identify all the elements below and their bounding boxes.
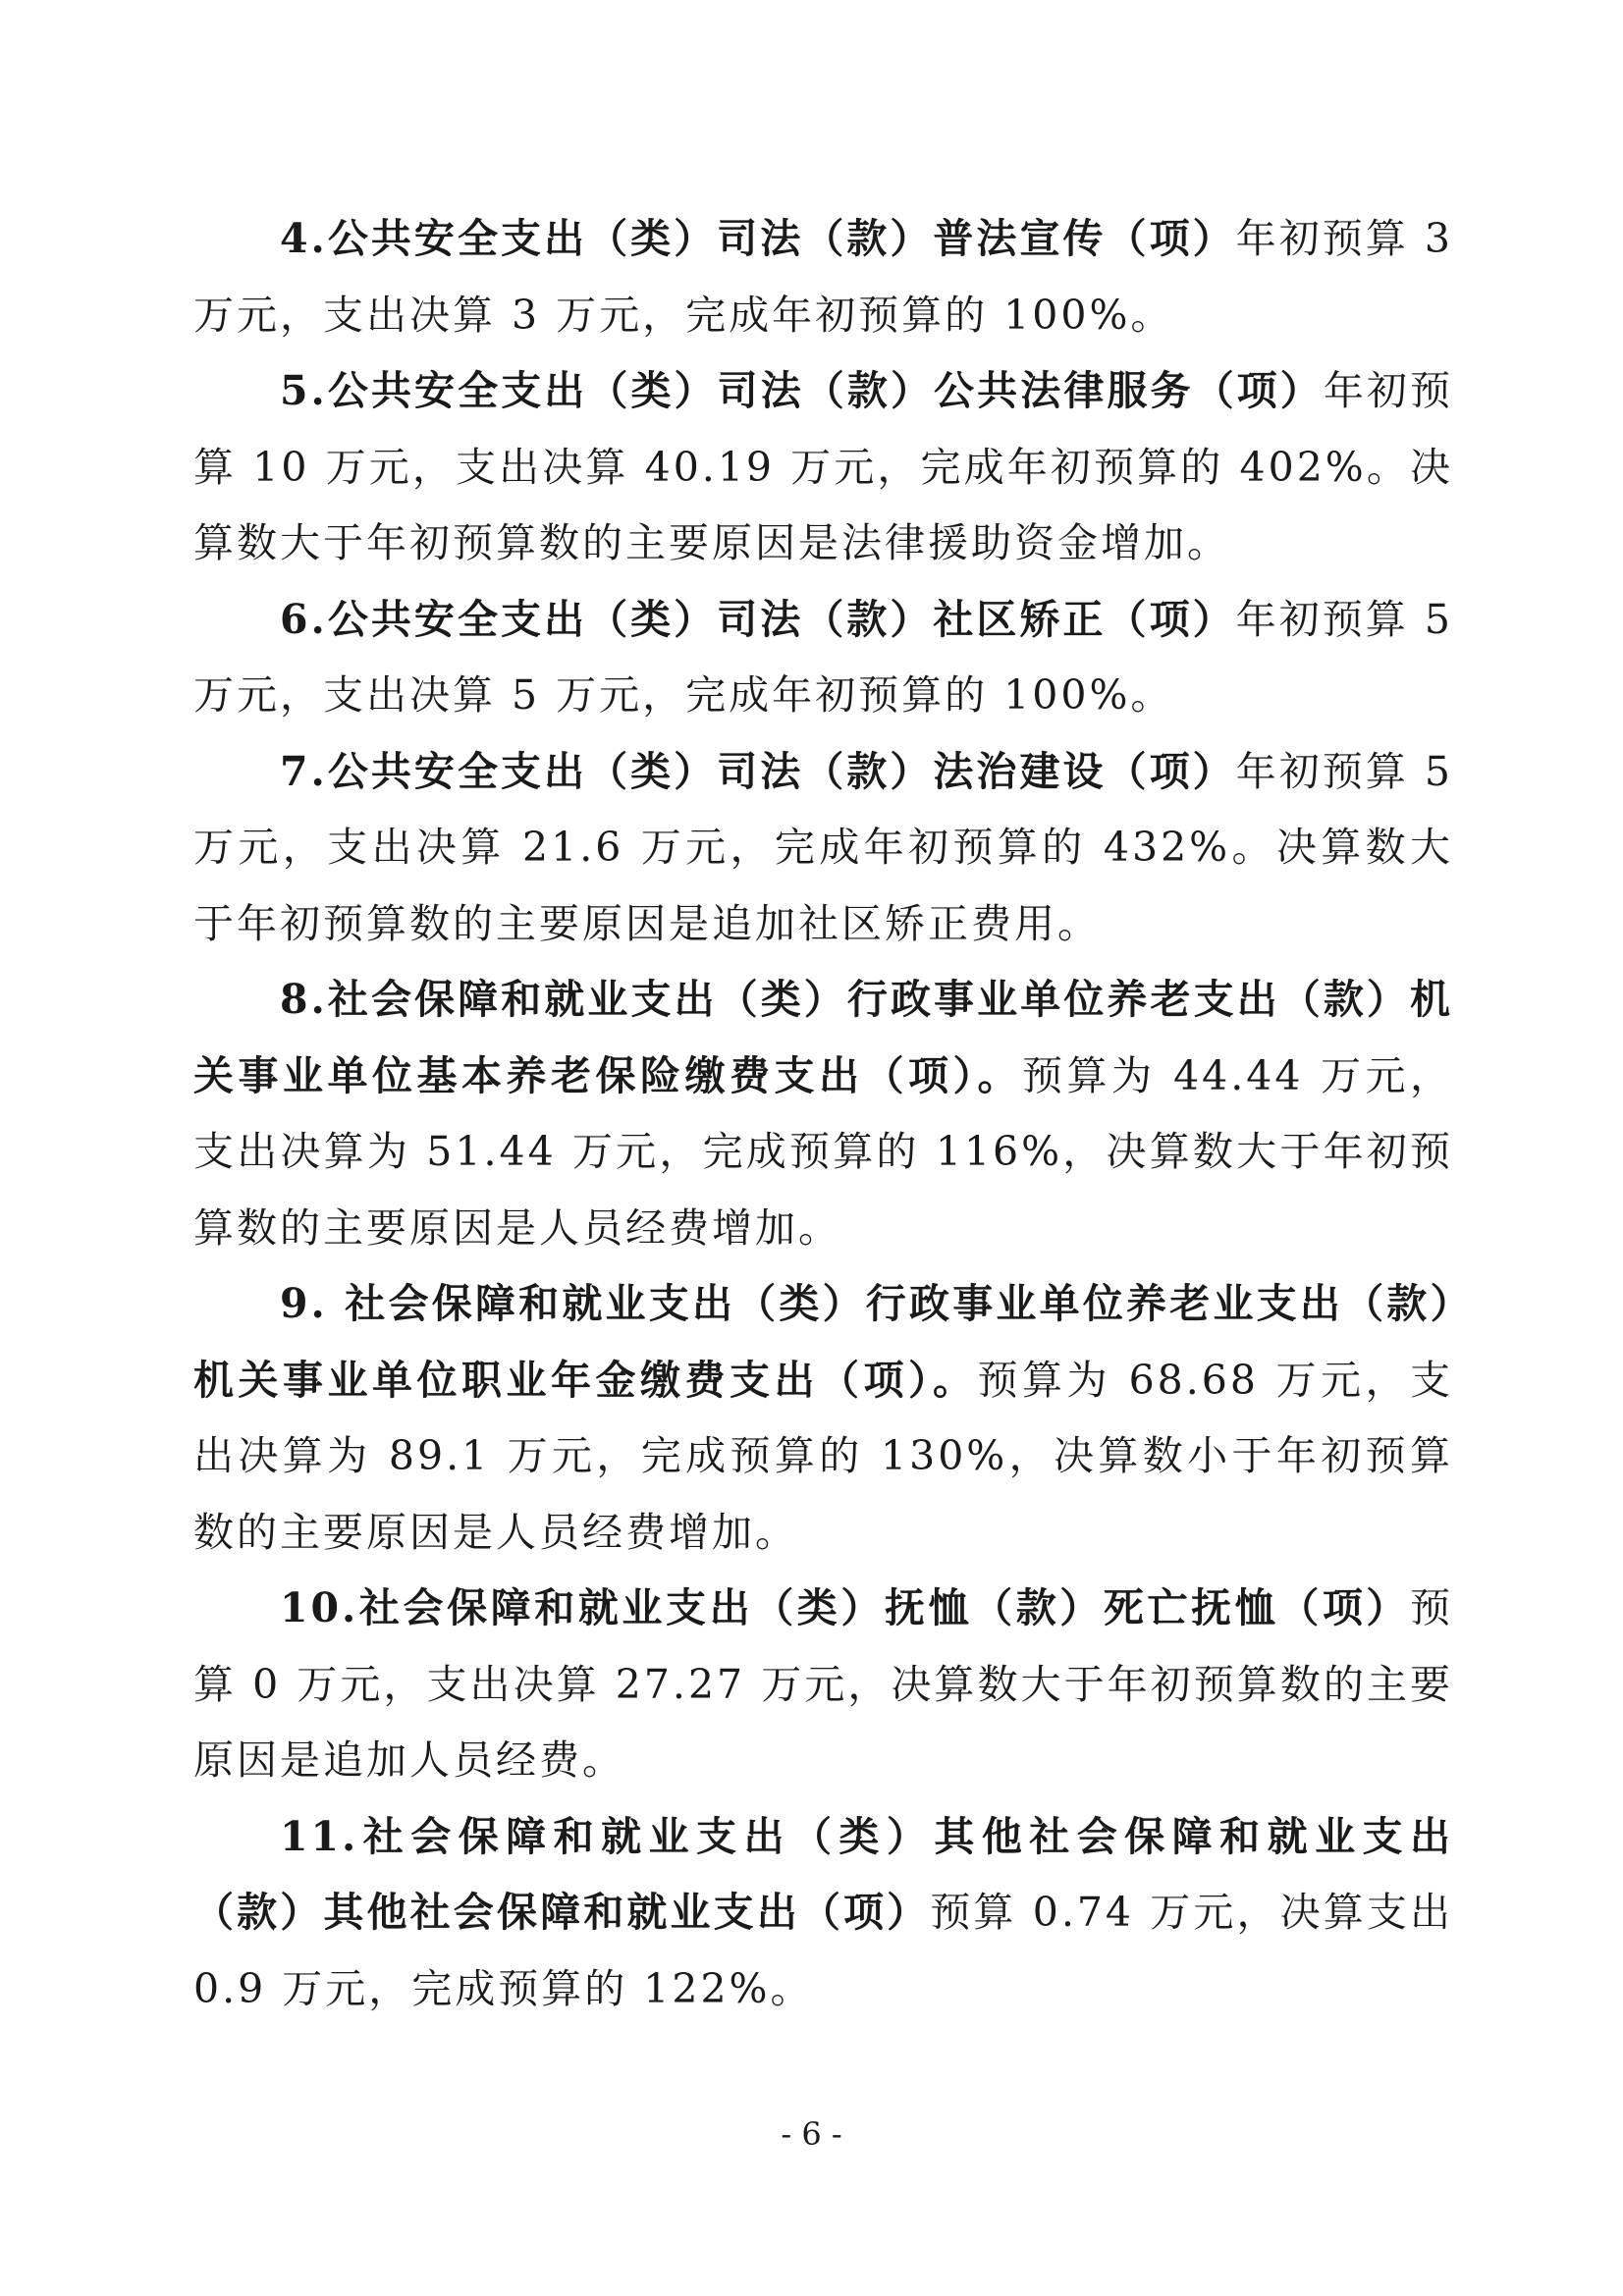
- paragraph-text: 年初预算 3 万元，支出决算 3 万元，完成年初预算的 100%。: [193, 215, 1453, 339]
- paragraph-text: 预算 0 万元，支出决算 27.27 万元，决算数大于年初预算数的主要原因是追加人员经费。: [193, 1584, 1453, 1784]
- paragraph-item-8: [193, 962, 1453, 1266]
- paragraph-item-6: [193, 582, 1453, 734]
- page-number: - 6 -: [781, 2115, 842, 2153]
- paragraph-heading: 8.社会保障和就业支出（类）行政事业单位养老支出（款）机关事业单位基本养老保险缴费支出（项）。: [193, 976, 1453, 1099]
- paragraph-heading: 10.社会保障和就业支出（类）抚恤（款）死亡抚恤（项）: [280, 1584, 1410, 1631]
- paragraph-heading: 5.公共安全支出（类）司法（款）公共法律服务（项）: [280, 367, 1324, 414]
- paragraph-heading: 9. 社会保障和就业支出（类）行政事业单位养老业支出（款）机关事业单位职业年金缴费支出（项）。: [193, 1280, 1453, 1404]
- document-body: [193, 201, 1453, 2027]
- paragraph-item-7: [193, 734, 1453, 963]
- paragraph-item-5: [193, 353, 1453, 582]
- paragraph-item-11: [193, 1799, 1453, 2028]
- paragraph-text: 年初预算 5 万元，支出决算 21.6 万元，完成年初预算的 432%。决算数大于年初预算数的主要原因是追加社区矫正费用。: [193, 747, 1453, 947]
- paragraph-text: 年初预算 5 万元，支出决算 5 万元，完成年初预算的 100%。: [193, 595, 1453, 719]
- paragraph-heading: 7.公共安全支出（类）司法（款）法治建设（项）: [280, 747, 1236, 795]
- paragraph-text: 年初预算 10 万元，支出决算 40.19 万元，完成年初预算的 402%。决算数大于年初预算数的主要原因是法律援助资金增加。: [193, 367, 1453, 566]
- paragraph-text: 预算为 68.68 万元，支出决算为 89.1 万元，完成预算的 130%，决算数小于年初预算数的主要原因是人员经费增加。: [193, 1356, 1453, 1556]
- paragraph-text: 预算 0.74 万元，决算支出 0.9 万元，完成预算的 122%。: [193, 1889, 1453, 2012]
- paragraph-heading: 4.公共安全支出（类）司法（款）普法宣传（项）: [280, 215, 1236, 262]
- paragraph-text: 预算为 44.44 万元，支出决算为 51.44 万元，完成预算的 116%，决算数大于年初预算数的主要原因是人员经费增加。: [193, 1051, 1453, 1252]
- paragraph-item-4: [193, 201, 1453, 353]
- paragraph-item-10: [193, 1571, 1453, 1799]
- paragraph-item-9: [193, 1266, 1453, 1571]
- paragraph-heading: 11.社会保障和就业支出（类）其他社会保障和就业支出（款）其他社会保障和就业支出（项）: [193, 1812, 1453, 1936]
- paragraph-heading: 6.公共安全支出（类）司法（款）社区矫正（项）: [280, 595, 1236, 643]
